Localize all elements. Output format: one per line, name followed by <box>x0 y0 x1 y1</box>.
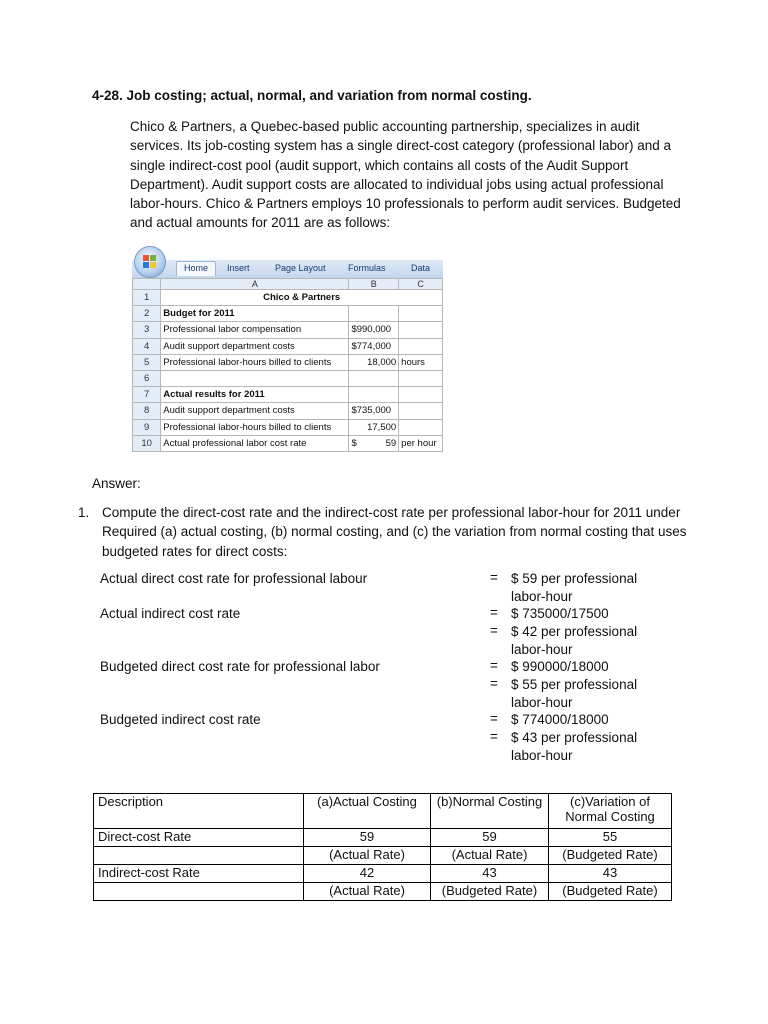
sheet-row <box>133 370 443 386</box>
calc-label-3: Budgeted direct cost rate for professional labor <box>100 659 380 674</box>
row-number: 5 <box>133 354 161 370</box>
row-number: 2 <box>133 306 161 322</box>
header-variation-costing: (c)Variation of Normal Costing <box>549 794 672 829</box>
question-number: 1. <box>78 505 90 520</box>
calc-value-3a: $ 990000/18000 <box>511 659 609 674</box>
table-row <box>94 865 672 883</box>
column-header-b: B <box>349 279 399 290</box>
tab-insert: Insert <box>227 263 250 273</box>
row-number: 9 <box>133 419 161 435</box>
cell-a: Professional labor compensation <box>161 322 349 338</box>
cell-b <box>349 387 399 403</box>
calc-value-1: $ 59 per professional labor-hour <box>511 571 638 604</box>
table-header-row <box>94 794 672 829</box>
sheet-row <box>133 338 443 354</box>
equals-sign: = <box>490 676 498 691</box>
question-text: Compute the direct-cost rate and the indirect-cost rate per professional labor-hour for 2011 under Required (a) actual costing, (b) normal costing, and (c) the variation from normal costing that uses budgeted rates for direct costs: <box>102 505 687 559</box>
table-row <box>94 829 672 847</box>
sheet-row <box>133 306 443 322</box>
cell-c <box>399 322 443 338</box>
cell-value: 59 <box>431 829 549 847</box>
cell-note: (Budgeted Rate) <box>549 883 672 901</box>
sheet-row <box>133 322 443 338</box>
cell-b: $990,000 <box>349 322 399 338</box>
tab-formulas: Formulas <box>348 263 386 273</box>
row-number: 1 <box>133 290 161 306</box>
header-actual-costing: (a)Actual Costing <box>304 794 431 829</box>
cell-value: 42 <box>304 865 431 883</box>
cell-b-value: 59 <box>385 437 397 449</box>
problem-heading: 4-28. Job costing; actual, normal, and variation from normal costing. <box>92 88 532 103</box>
tab-page-layout: Page Layout <box>275 263 326 273</box>
equals-sign: = <box>490 605 498 620</box>
sheet-row <box>133 290 443 306</box>
cell-value: 59 <box>304 829 431 847</box>
calc-value-4a: $ 774000/18000 <box>511 712 609 727</box>
cell-value: 43 <box>549 865 672 883</box>
column-header-row <box>133 279 443 290</box>
sheet-row <box>133 387 443 403</box>
calc-label-4: Budgeted indirect cost rate <box>100 712 261 727</box>
office-logo-icon <box>143 255 157 269</box>
equals-sign: = <box>490 658 498 673</box>
row-number: 4 <box>133 338 161 354</box>
row-number: 6 <box>133 370 161 386</box>
problem-intro <box>130 117 690 233</box>
row-label: Direct-cost Rate <box>94 829 304 847</box>
row-number: 10 <box>133 435 161 451</box>
cell-b: $735,000 <box>349 403 399 419</box>
calc-value-2a: $ 735000/17500 <box>511 606 609 621</box>
cell-note: (Budgeted Rate) <box>431 883 549 901</box>
sheet-row <box>133 419 443 435</box>
row-label <box>94 883 304 901</box>
cell-a: Actual results for 2011 <box>161 387 349 403</box>
currency-sign: $ <box>351 437 357 449</box>
office-button <box>134 246 166 278</box>
row-label <box>94 847 304 865</box>
sheet-title: Chico & Partners <box>161 290 443 306</box>
sheet-row <box>133 354 443 370</box>
intro-paragraph: Chico & Partners, a Quebec-based public accounting partnership, specializes in audit services. Its job-costing system has a single direct-cost category (professional labor) and a single indirect-cost pool (audit support, which contains all costs of the Audit Support Department). Audit support costs are allocated to individual jobs using actual professional labor-hours. Chico & Partners employs 10 professionals to perform audit services. Budgeted and actual amounts for 2011 are as follows: <box>130 119 681 231</box>
cell-b: 18,000 <box>349 354 399 370</box>
cell-c <box>399 338 443 354</box>
cell-note: (Actual Rate) <box>304 883 431 901</box>
cell-a: Audit support department costs <box>161 338 349 354</box>
excel-screenshot <box>132 244 443 464</box>
cell-c: per hour <box>399 435 443 451</box>
equals-sign: = <box>490 711 498 726</box>
tab-data: Data <box>411 263 431 273</box>
table-row <box>94 883 672 901</box>
column-header-a: A <box>161 279 349 290</box>
calc-label-1: Actual direct cost rate for professional labour <box>100 571 368 586</box>
equals-sign: = <box>490 623 498 638</box>
table-row <box>94 847 672 865</box>
header-normal-costing: (b)Normal Costing <box>431 794 549 829</box>
results-table <box>93 793 672 901</box>
cell-note: (Budgeted Rate) <box>549 847 672 865</box>
cell-a: Professional labor-hours billed to clients <box>161 354 349 370</box>
cell-note: (Actual Rate) <box>431 847 549 865</box>
cell-c <box>399 306 443 322</box>
answer-label: Answer: <box>92 476 141 491</box>
question-1 <box>78 503 688 561</box>
cell-a: Audit support department costs <box>161 403 349 419</box>
row-number: 8 <box>133 403 161 419</box>
cell-c <box>399 419 443 435</box>
row-label: Indirect-cost Rate <box>94 865 304 883</box>
calc-value-2b: $ 42 per professional labor-hour <box>511 624 638 657</box>
sheet-row <box>133 435 443 451</box>
row-number: 7 <box>133 387 161 403</box>
cell-b <box>349 370 399 386</box>
cell-b <box>349 435 399 451</box>
equals-sign: = <box>490 729 498 744</box>
spreadsheet-grid <box>132 278 443 452</box>
column-header-c: C <box>399 279 443 290</box>
cell-a: Budget for 2011 <box>161 306 349 322</box>
cell-value: 43 <box>431 865 549 883</box>
cell-c <box>399 370 443 386</box>
calc-value-4b: $ 43 per professional labor-hour <box>511 730 638 763</box>
cell-a: Professional labor-hours billed to clients <box>161 419 349 435</box>
corner-cell <box>133 279 161 290</box>
ribbon-bar <box>132 260 443 279</box>
cell-b: 17,500 <box>349 419 399 435</box>
sheet-row <box>133 403 443 419</box>
cell-b <box>349 306 399 322</box>
cell-c <box>399 387 443 403</box>
cell-a: Actual professional labor cost rate <box>161 435 349 451</box>
cell-a <box>161 370 349 386</box>
header-description: Description <box>94 794 304 829</box>
cell-value: 55 <box>549 829 672 847</box>
calc-label-2: Actual indirect cost rate <box>100 606 241 621</box>
cell-b: $774,000 <box>349 338 399 354</box>
row-number: 3 <box>133 322 161 338</box>
equals-sign: = <box>490 570 498 585</box>
tab-home: Home <box>176 261 216 276</box>
cell-c <box>399 403 443 419</box>
cell-c: hours <box>399 354 443 370</box>
calc-value-3b: $ 55 per professional labor-hour <box>511 677 638 710</box>
cell-note: (Actual Rate) <box>304 847 431 865</box>
